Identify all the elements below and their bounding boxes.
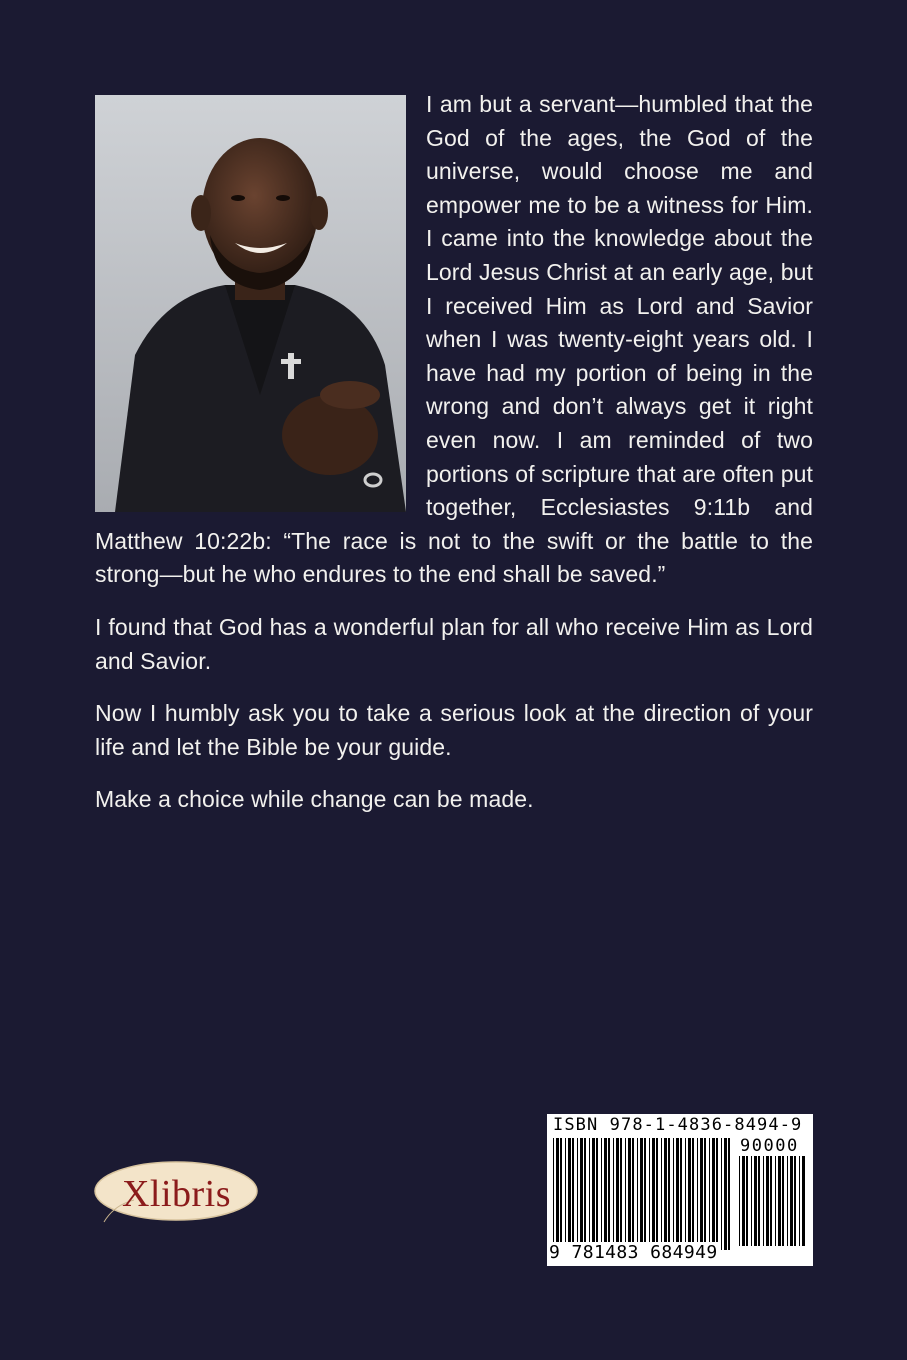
bio-paragraph: Make a choice while change can be made. xyxy=(95,786,534,813)
isbn-barcode xyxy=(547,1114,813,1266)
bio-paragraph: I am but a servant—humbled that the God of the ages, the God of the universe, would choose me and empower me to be a witness for Him. I came into the knowledge about the Lord Jesus Christ at an early age, but I received Him as Lord and Savior when I was twenty-eight years old. I have had my portion of being in the wrong and don’t always get it right even now. I am reminded of two portions of scripture that are often put together, Ecclesiastes 9:11b and Matthew 10:22b: “The race is not to the swift or the battle to the strong—but he who endures to the end shall be saved.” xyxy=(95,91,813,588)
photo-spacer xyxy=(95,88,426,520)
bio-paragraph: Now I humbly ask you to take a serious look at the direction of your life and let the Bible be your guide. xyxy=(95,700,813,760)
publisher-logo xyxy=(94,1160,259,1224)
author-bio xyxy=(95,88,813,836)
price-code: 90000 xyxy=(740,1136,799,1156)
ean-digits: 9 781483 684949 xyxy=(549,1242,718,1263)
publisher-name: Xlibris xyxy=(121,1173,232,1215)
isbn-label: ISBN 978-1-4836-8494-9 xyxy=(553,1115,803,1135)
addon-bars xyxy=(739,1156,805,1246)
ean-bars xyxy=(553,1138,733,1250)
bio-paragraph: I found that God has a wonderful plan for all who receive Him as Lord and Savior. xyxy=(95,613,813,674)
